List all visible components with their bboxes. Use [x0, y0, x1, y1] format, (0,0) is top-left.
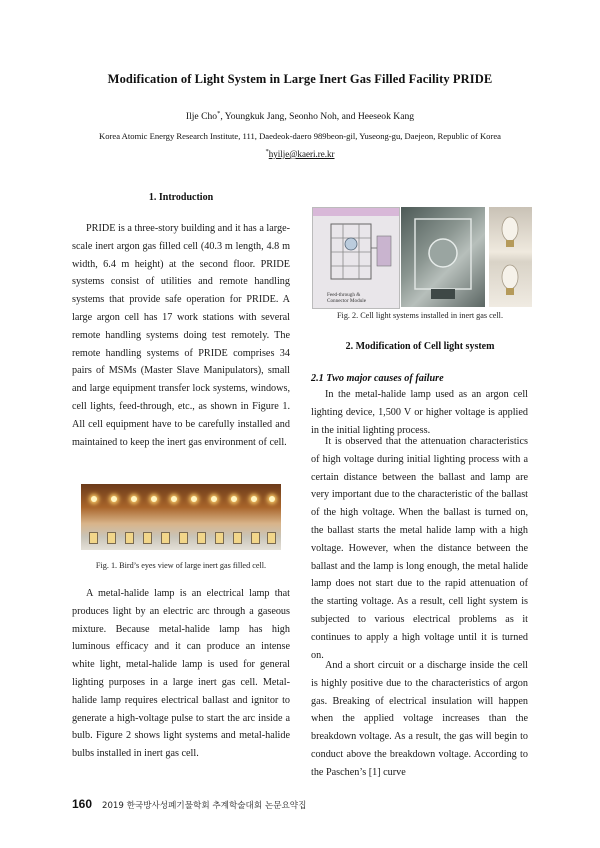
feed-through-label: Feed-through & Connector Module: [327, 292, 367, 304]
page-number: 160: [72, 797, 93, 811]
section2-paragraph-3: And a short circuit or a discharge inside the cell is highly positive due to the characteristics of argon gas. Breaking of electrical insulation will happen when the applied voltage increases than the breakdown voltage. As a result, the gas will begin to conduct above the breakdown voltage. According to the Paschen’s [1] curve: [311, 660, 528, 778]
figure-2-caption: Fig. 2. Cell light systems installed in inert gas cell.: [336, 311, 503, 320]
other-authors: , Youngkuk Jang, Seonho Noh, and Heeseok Kang: [220, 111, 415, 122]
email-mark: *: [265, 148, 269, 155]
first-author: Ilje Cho: [185, 111, 218, 122]
conference-name: 2019 한국방사성폐기물학회 추계학술대회 논문요약집: [102, 801, 307, 811]
fixture-photo-illustration: [401, 207, 485, 307]
figure-2-diagram-panel: [312, 207, 400, 309]
section-heading-modification: 2. Modification of Cell light system: [345, 341, 495, 352]
email-line: [0, 149, 600, 159]
subsection-heading-causes: 2.1 Two major causes of failure: [311, 373, 444, 384]
figure-2-photo-fixture: [401, 207, 485, 307]
figure-1-caption: Fig. 1. Bird’s eyes view of large inert gas filled cell.: [95, 561, 267, 570]
section-heading-introduction: 1. Introduction: [148, 192, 214, 203]
email-link[interactable]: hyilje@kaeri.re.kr: [268, 149, 335, 159]
intro-paragraph-1: PRIDE is a three-story building and it has a large-scale inert argon gas filled cell (40.3 m length, 4.8 m width, 6.4 m height) at the second floor. PRIDE systems consist of utilities and remote handling systems that provide safe operation for PRIDE. A large argon cell has 17 work stations with several remote handling systems doing test remotely. The remote handling systems of PRIDE comprises 34 pairs of MSMs (Master Slave Manipulators), small and large equipment transfer lock systems, windows, cell lights, feed-through, etc., as shown in Figure 1. All cell equipment have to be carefully installed and maintained to keep the inert gas environment of cell.: [72, 223, 290, 448]
figure-2-photo-bulbs: [489, 207, 532, 307]
intro-paragraph-2: A metal-halide lamp is an electrical lamp that produces light by an electric arc through a gaseous mixture. Because metal-halide lamp has high luminous efficacy and it can produce an intense white light, metal-halide lamp is used for general lighting purposes in a large inert gas cell. Metal-halide lamp requires electrical ballast and ignitor to generate a high-voltage pulse to start the arc inside a bulb. Figure 2 shows light systems and metal-halide bulbs installed in inert gas cell.: [72, 588, 290, 760]
paper-title: Modification of Light System in Large Inert Gas Filled Facility PRIDE: [107, 72, 493, 86]
metal-halide-bulbs-illustration: [489, 207, 532, 307]
affiliation: Korea Atomic Energy Research Institute, 111, Daedeok-daero 989beon-gil, Yuseong-gu, Daejeon, Republic of Korea: [99, 131, 501, 141]
section2-paragraph-2: It is observed that the attenuation characteristics of high voltage during initial lighting process with a certain distance between the ballast and lamp are very important due to the characteristic of the ballast of the high voltage. When the ballast is turned on, the ballast starts the metal halide lamp with a high voltage. However, when the distance between the ballast and the lamp is long enough, the metal halide lamp does not start due to the rapid attenuation of the starting voltage. As a result, cell light system is subjected to various electrical problems as it continues to apply a high voltage until it is turned on.: [311, 436, 528, 661]
corresponding-mark: *: [217, 109, 221, 117]
figure-1-image: [81, 484, 281, 550]
author-list: [0, 111, 600, 122]
section2-paragraph-1: In the metal-halide lamp used as an argon cell lighting device, 1,500 V or higher voltage is applied in the initial lighting process.: [311, 389, 528, 436]
